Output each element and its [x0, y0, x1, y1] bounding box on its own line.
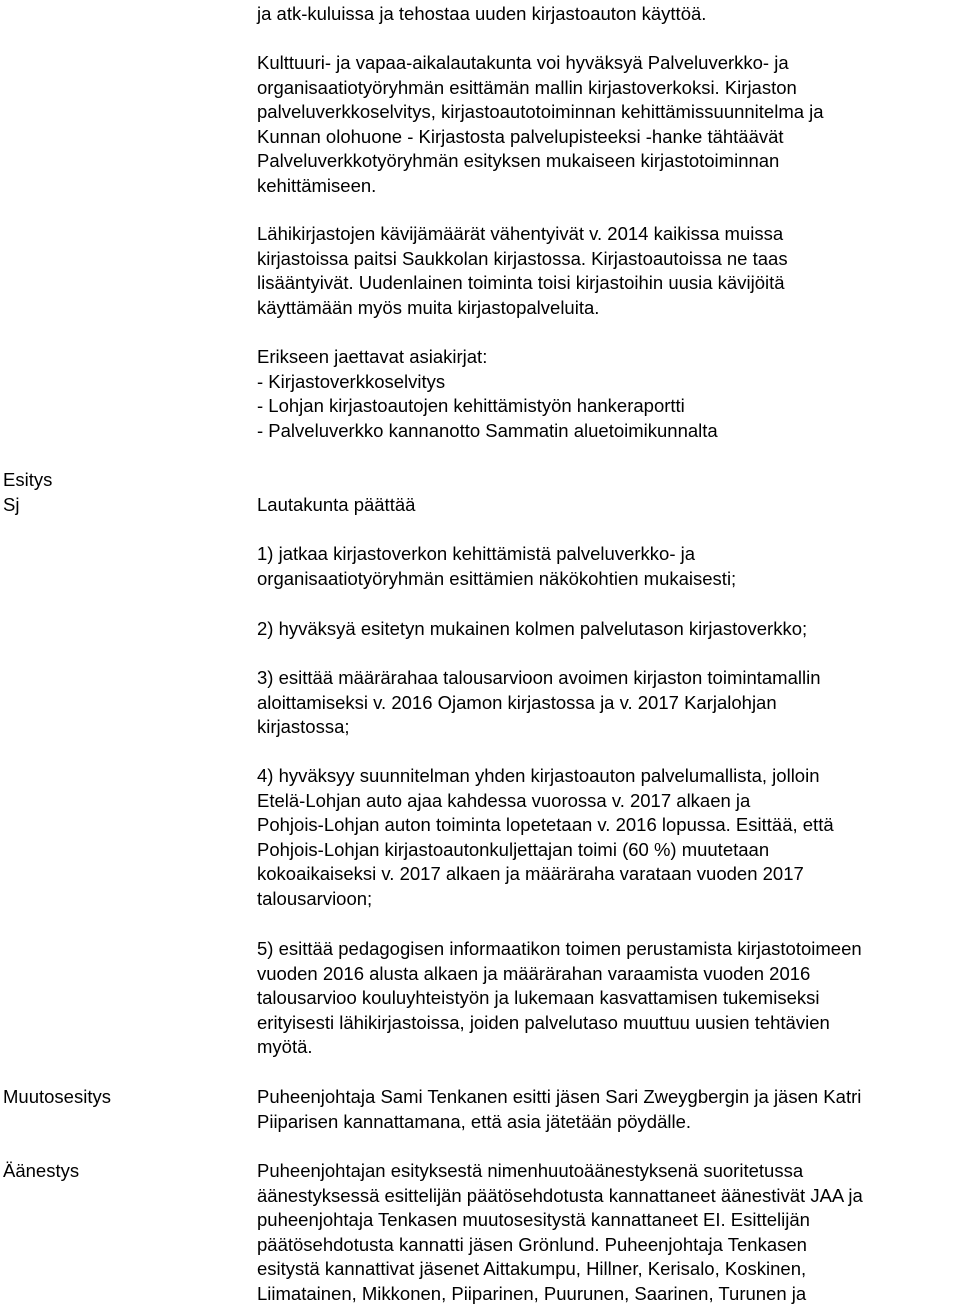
text-line: Puheenjohtaja Sami Tenkanen esitti jäsen Sari Zweygbergin ja jäsen Katri	[257, 1086, 862, 1107]
text-line: Etelä-Lohjan auto ajaa kahdessa vuorossa v. 2017 alkaen ja	[257, 789, 751, 811]
paragraph-visitors	[257, 222, 960, 320]
proposal-heading: Lautakunta päättää	[257, 494, 416, 515]
text-line: 5) esittää pedagogisen informaatikon toimen perustamista kirjastotoimeen	[257, 938, 862, 959]
proposal-item-4	[257, 764, 960, 911]
proposal-item-5	[257, 937, 960, 1060]
side-label-muutosesitys	[3, 1085, 243, 1110]
text-line: vuoden 2016 alusta alkaen ja määrärahan varaamista vuoden 2016	[257, 962, 811, 984]
text-line: esitystä kannattivat jäsenet Aittakumpu, Hillner, Kerisalo, Koskinen,	[257, 1258, 807, 1279]
text-line: Pohjois-Lohjan auton toiminta lopetetaan v. 2016 lopussa. Esittää, että	[257, 814, 834, 835]
text-line: käyttämään myös muita kirjastopalveluita.	[257, 296, 600, 318]
text-line: kirjastossa;	[257, 716, 350, 737]
text-line: 3) esittää määrärahaa talousarvioon avoimen kirjaston toimintamallin	[257, 667, 821, 688]
side-label-aanestys	[3, 1159, 243, 1184]
proposal-item-2	[257, 617, 960, 642]
amendment-paragraph	[257, 1085, 960, 1134]
attachments-list	[257, 345, 960, 443]
proposal-item-1	[257, 542, 960, 591]
attachment-item: - Palveluverkko kannanotto Sammatin aluetoimikunnalta	[257, 419, 718, 441]
attachment-item: - Kirjastoverkkoselvitys	[257, 370, 446, 392]
text-line: päätösehdotusta kannatti jäsen Grönlund. Puheenjohtaja Tenkasen	[257, 1233, 807, 1255]
text-line: äänestyksessä esittelijän päätösehdotusta kannattaneet äänestivät JAA ja	[257, 1184, 863, 1206]
text-line: Lähikirjastojen kävijämäärät vähentyivät v. 2014 kaikissa muissa	[257, 223, 784, 244]
text-line: Palveluverkkotyöryhmän esityksen mukaiseen kirjastotoiminnan	[257, 150, 780, 171]
text-line: puheenjohtaja Tenkasen muutosesitystä kannattaneet EI. Esittelijän	[257, 1209, 810, 1230]
text-line: talousarvioo kouluyhteistyön ja lukemaan kasvattamisen tukemiseksi	[257, 987, 820, 1008]
vote-paragraph	[257, 1159, 960, 1306]
text-line: talousarvioon;	[257, 887, 373, 909]
text-line: Piiparisen kannattamana, että asia jätetään pöydälle.	[257, 1110, 692, 1132]
text-line: organisaatiotyöryhmän esittämän mallin kirjastoverkoksi. Kirjaston	[257, 76, 797, 98]
label-aanestys: Äänestys	[3, 1160, 80, 1181]
text-line: kehittämiseen.	[257, 174, 377, 196]
text-line: kirjastoissa paitsi Saukkolan kirjastossa. Kirjastoautoissa ne taas	[257, 247, 788, 269]
text-line: aloittamiseksi v. 2016 Ojamon kirjastossa ja v. 2017 Karjalohjan	[257, 691, 777, 713]
attachment-item: - Lohjan kirjastoautojen kehittämistyön hankeraportti	[257, 395, 685, 416]
text-line: Liimatainen, Mikkonen, Piiparinen, Puurunen, Saarinen, Turunen ja	[257, 1282, 807, 1304]
paragraph-top	[257, 2, 960, 27]
label-muutosesitys: Muutosesitys	[3, 1086, 111, 1107]
text-line: Pohjois-Lohjan kirjastoautonkuljettajan toimi (60 %) muutetaan	[257, 838, 770, 860]
text-line: ja atk-kuluissa ja tehostaa uuden kirjastoauton käyttöä.	[257, 3, 707, 24]
text-line: erityisesti lähikirjastoissa, joiden palvelutaso muuttuu uusien tehtävien	[257, 1011, 830, 1033]
text-line: 2) hyväksyä esitetyn mukainen kolmen palvelutason kirjastoverkko;	[257, 618, 808, 639]
text-line: Kunnan olohuone - Kirjastosta palvelupisteeksi -hanke tähtäävät	[257, 125, 784, 147]
text-line: 4) hyväksyy suunnitelman yhden kirjastoauton palvelumallista, jolloin	[257, 765, 820, 786]
text-line: lisääntyivät. Uudenlainen toiminta toisi kirjastoihin uusia kävijöitä	[257, 272, 785, 293]
text-line: Kulttuuri- ja vapaa-aikalautakunta voi hyväksyä Palveluverkko- ja	[257, 52, 789, 73]
label-sj: Sj	[3, 493, 20, 515]
proposal-item-3	[257, 666, 960, 740]
attachments-heading: Erikseen jaettavat asiakirjat:	[257, 346, 488, 367]
text-line: organisaatiotyöryhmän esittämien näkökohtien mukaisesti;	[257, 567, 737, 589]
paragraph-library-network	[257, 51, 960, 198]
text-line: myötä.	[257, 1036, 313, 1057]
text-line: kokoaikaiseksi v. 2017 alkaen ja määräraha varataan vuoden 2017	[257, 863, 804, 884]
text-line: palveluverkkoselvitys, kirjastoautotoiminnan kehittämissuunnitelma ja	[257, 101, 824, 122]
text-line: 1) jatkaa kirjastoverkon kehittämistä palveluverkko- ja	[257, 543, 696, 564]
side-label-esitys	[3, 468, 243, 517]
text-line: Puheenjohtajan esityksestä nimenhuutoäänestyksenä suoritetussa	[257, 1160, 804, 1181]
label-esitys: Esitys	[3, 469, 53, 490]
